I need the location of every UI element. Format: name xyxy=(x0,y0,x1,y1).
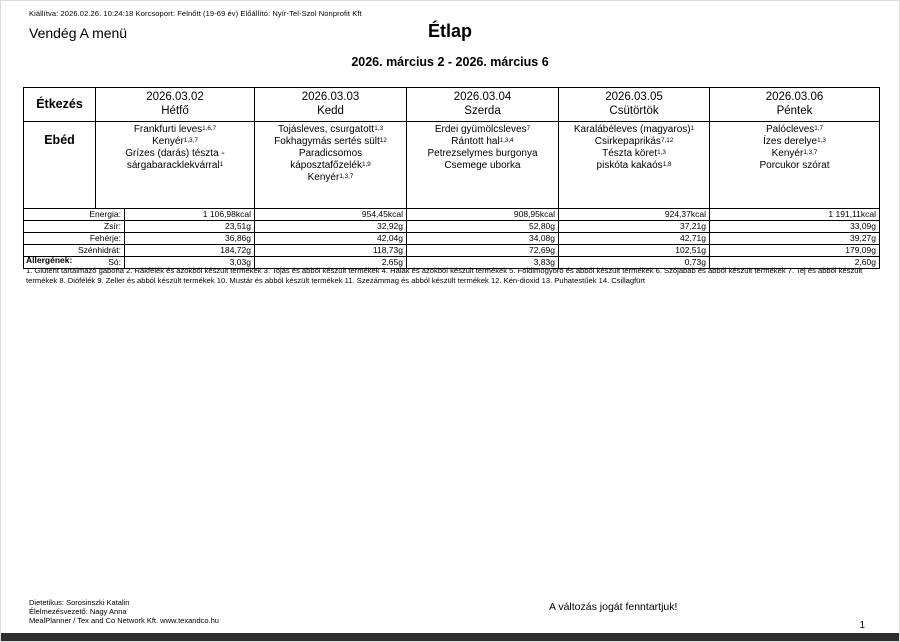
nutrition-value: 924,37kcal xyxy=(559,209,710,221)
footer-left xyxy=(29,598,219,625)
nutrition-row-1 xyxy=(24,221,880,233)
meal-line: Porcukor szórat xyxy=(759,160,830,171)
allergens-section xyxy=(26,255,878,285)
day-name: Péntek xyxy=(776,105,813,117)
meal-row-label: Ebéd xyxy=(24,122,96,209)
allergen-marker: 1,8 xyxy=(662,161,672,168)
nutrition-value: 33,09g xyxy=(710,221,880,233)
nutrition-value: 1 106,98kcal xyxy=(125,209,255,221)
nutrition-row-0 xyxy=(24,209,880,221)
meal-line: Petrezselymes burgonya xyxy=(427,148,538,159)
allergen-marker: 7,12 xyxy=(660,137,674,144)
allergens-text: 1. Glutént tartalmazó gabona 2. Rákfélék és azokból készült termékek 3. Tojás és abból készült termékek 4. Halak és azokból készült termékek 5. Földimogyoró és abból készült termékek 6. Szójabab és abból készült termékek 7. Tej és abból készült termékek 8. Diófélék 9. Zeller és abból készült termékek 10. Mustár és abból készült termékek 11. Szezámmag és abból készült termékek 12. Kén-dioxid 13. Puhatestűek 14. Csillagfürt xyxy=(26,266,863,285)
meal-line: Tészta köret$^{1,3}$ xyxy=(602,148,666,159)
day-header-0 xyxy=(96,88,255,122)
day-name: Kedd xyxy=(317,105,344,117)
day-date: 2026.03.06 xyxy=(765,91,824,103)
software-line: MealPlanner / Tex and Co Network Kft. www.texandco.hu xyxy=(29,616,219,625)
nutrition-value: 1 191,11kcal xyxy=(710,209,880,221)
nutrition-value: 37,21g xyxy=(559,221,710,233)
day-name: Hétfő xyxy=(161,105,189,117)
meal-row xyxy=(24,122,880,209)
nutrition-value: 118,73g xyxy=(255,245,407,257)
page-title: Étlap xyxy=(427,21,472,41)
menu-name: Vendég A menü xyxy=(29,25,128,41)
day-date: 2026.03.05 xyxy=(605,91,663,103)
meal-line: Ízes derelye$^{1,3}$ xyxy=(763,136,826,147)
nutrition-value: 23,51g xyxy=(125,221,255,233)
nutrition-value: 42,71g xyxy=(559,233,710,245)
allergen-marker: 1,3,7 xyxy=(183,137,198,144)
day-header-1 xyxy=(255,88,407,122)
nutrition-value: 184,72g xyxy=(125,245,255,257)
date-range: 2026. március 2 - 2026. március 6 xyxy=(351,55,549,69)
day-name: Csütörtök xyxy=(609,105,659,117)
meal-line: Tojásleves, csurgatott$^{1,3}$ xyxy=(278,124,383,135)
allergen-marker: 1,3,7 xyxy=(803,149,818,156)
allergens-heading: Allergének: xyxy=(26,255,73,265)
food-manager-line: Élelmezésvezető: Nagy Anna xyxy=(29,607,127,616)
meal-cell-0 xyxy=(96,122,255,209)
meal-line: Frankfurti leves$^{1,6,7}$ xyxy=(133,124,217,135)
day-date: 2026.03.04 xyxy=(453,91,512,103)
meal-line: Kenyér$^{1,3,7}$ xyxy=(771,148,818,159)
allergen-marker: 7 xyxy=(526,125,531,132)
nutrition-value: 179,09g xyxy=(710,245,880,257)
table-header-row xyxy=(24,88,880,122)
meal-line: Fokhagymás sertés sült$^{12}$ xyxy=(274,136,387,147)
nutrition-value: 34,08g xyxy=(407,233,559,245)
nutrition-value: 908,95kcal xyxy=(407,209,559,221)
meal-line: Rántott hal$^{1,3,4}$ xyxy=(451,136,514,147)
page-number: 1 xyxy=(859,620,865,631)
day-date: 2026.03.03 xyxy=(301,91,360,103)
nutrition-label: Energia: xyxy=(24,209,125,221)
meal-line: Kenyér$^{1,3,7}$ xyxy=(307,172,354,183)
nutrition-value: 2,65g xyxy=(255,257,407,269)
allergen-marker: 1,3,7 xyxy=(339,173,354,180)
meal-cell-3 xyxy=(559,122,710,209)
nutrition-label: Só: xyxy=(24,257,125,269)
meal-line: Csemege uborka xyxy=(444,160,521,171)
issued-meta-line: Kiállítva: 2026.02.26. 10:24:18 Korcsoport: Felnőtt (19-69 év) Előállító: Nyír-Tel-Szol Nonprofit Kft xyxy=(29,9,362,18)
meal-line: Grízes (darás) tészta - sárgabaracklekvárral$^1$ xyxy=(125,148,225,171)
day-date: 2026.03.02 xyxy=(146,91,204,103)
menu-table xyxy=(23,87,879,269)
column-header-etkezes: Étkezés xyxy=(24,88,96,122)
allergen-marker: 1,3 xyxy=(817,137,826,144)
day-header-2 xyxy=(407,88,559,122)
nutrition-value: 36,86g xyxy=(125,233,255,245)
allergen-marker: 1,7 xyxy=(814,125,824,132)
allergen-marker: 1,3 xyxy=(657,149,666,156)
bottom-bar xyxy=(1,633,899,641)
nutrition-value: 39,27g xyxy=(710,233,880,245)
nutrition-row-2 xyxy=(24,233,880,245)
nutrition-value: 32,92g xyxy=(255,221,407,233)
meal-cell-4 xyxy=(710,122,880,209)
meal-line: piskóta kakaós$^{1,8}$ xyxy=(596,160,672,171)
meal-line: Palócleves$^{1,7}$ xyxy=(765,124,824,135)
dietitian-line: Dietetikus: Sorosinszki Katalin xyxy=(29,598,130,607)
meal-line: Karalábéleves (magyaros)$^1$ xyxy=(573,124,695,135)
nutrition-label: Szénhidrát: xyxy=(24,245,125,257)
meal-cell-1 xyxy=(255,122,407,209)
allergen-marker: 1,6,7 xyxy=(202,125,217,132)
nutrition-value: 72,69g xyxy=(407,245,559,257)
meal-line: Erdei gyümölcsleves$^7$ xyxy=(434,124,531,135)
nutrition-value: 3,03g xyxy=(125,257,255,269)
nutrition-value: 42,04g xyxy=(255,233,407,245)
nutrition-label: Zsír: xyxy=(24,221,125,233)
meals-table xyxy=(23,87,880,209)
allergen-marker: 1,3 xyxy=(374,125,383,132)
meal-cell-2 xyxy=(407,122,559,209)
allergen-marker: 1 xyxy=(690,125,695,132)
disclaimer-text: A változás jogát fenntartjuk! xyxy=(549,601,678,613)
meal-line: Paradicsomos káposztafőzelék$^{1,9}$ xyxy=(290,148,371,171)
nutrition-value: 102,51g xyxy=(559,245,710,257)
nutrition-value: 2,60g xyxy=(710,257,880,269)
nutrition-value: 52,80g xyxy=(407,221,559,233)
allergen-marker: 12 xyxy=(379,137,387,144)
nutrition-value: 0,73g xyxy=(559,257,710,269)
nutrition-value: 3,83g xyxy=(407,257,559,269)
day-name: Szerda xyxy=(464,105,501,117)
day-header-3 xyxy=(559,88,710,122)
nutrition-value: 954,45kcal xyxy=(255,209,407,221)
allergen-marker: 1,9 xyxy=(361,161,371,168)
day-header-4 xyxy=(710,88,880,122)
meal-line: Csirkepaprikás$^{7,12}$ xyxy=(594,136,674,147)
allergen-marker: 1 xyxy=(219,161,224,168)
meal-line: Kenyér$^{1,3,7}$ xyxy=(152,136,198,147)
nutrition-label: Fehérje: xyxy=(24,233,125,245)
allergen-marker: 1,3,4 xyxy=(499,137,514,144)
